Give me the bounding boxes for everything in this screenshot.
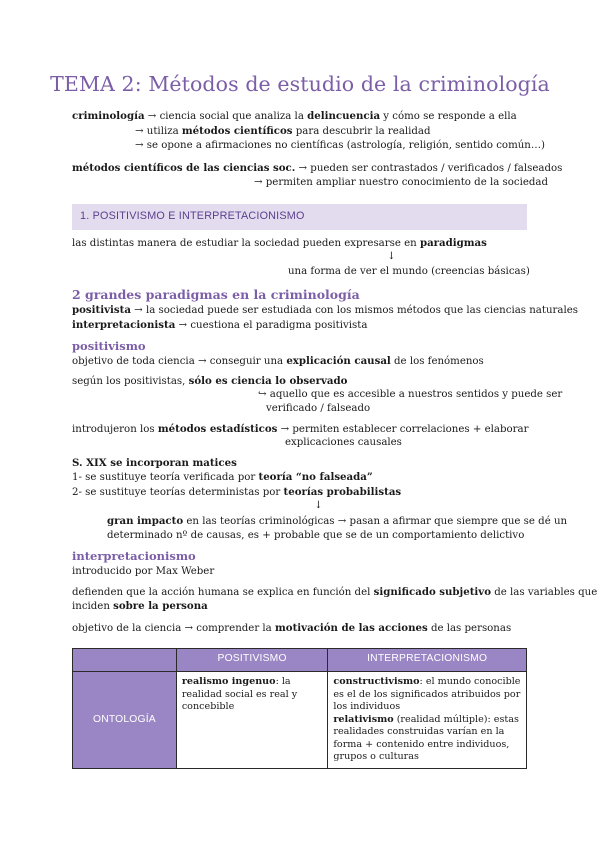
text: 2- se sustituye teorías deterministas por: [72, 487, 284, 498]
xix-line-1: [72, 470, 373, 485]
cell-positivismo: [176, 672, 328, 769]
text: 1- se sustituye teoría verificada por: [72, 472, 259, 483]
intro-bold: delincuencia: [307, 110, 381, 122]
intro-text: → utiliza: [135, 126, 182, 137]
text: → permiten establecer correlaciones + elaborar: [277, 424, 529, 435]
intro-text: → pueden ser contrastados / verificados / falseados: [295, 163, 563, 174]
intro-line-1: [72, 109, 517, 124]
positivismo-line-4b: explicaciones causales: [285, 437, 402, 448]
text: de las personas: [427, 623, 512, 634]
xix-line-3: [107, 514, 567, 529]
interp-line-2: [72, 585, 597, 600]
text: introdujeron los: [72, 424, 158, 435]
interp-line-2b: [72, 599, 208, 614]
text: inciden: [72, 601, 114, 612]
text: de las variables que: [491, 587, 598, 598]
text: las distintas manera de estudiar la sociedad pueden expresarse en: [72, 238, 420, 249]
bold-text: métodos estadísticos: [157, 423, 278, 435]
text: defienden que la acción humana se explica en función del: [72, 587, 374, 598]
bold-text: constructivismo: [333, 676, 420, 687]
paradigm-definition: una forma de ver el mundo (creencias básicas): [288, 266, 530, 277]
intro-text: → ciencia social que analiza la: [144, 111, 308, 122]
intro-line-3: → se opone a afirmaciones no científicas (astrología, religión, sentido común…): [135, 140, 546, 151]
bold-text: teorías probabilistas: [283, 486, 402, 498]
positivismo-heading: positivismo: [72, 339, 146, 353]
positivismo-line-1: [72, 354, 484, 369]
positivismo-line-3b: verificado / falseado: [266, 403, 371, 414]
bold-text: paradigmas: [419, 237, 487, 249]
xix-line-3b: determinado nº de causas, es + probable que se de un comportamiento delictivo: [107, 530, 525, 541]
bold-text: relativismo: [333, 713, 394, 725]
text: en las teorías criminológicas → pasan a afirmar que siempre que se dé un: [183, 516, 568, 527]
text: según los positivistas,: [72, 376, 189, 387]
bold-text: interpretacionista: [72, 319, 176, 331]
paradigm-intro: [72, 236, 487, 251]
criminologia-term: criminología: [72, 110, 145, 122]
page-title: TEMA 2: Métodos de estudio de la criminología: [50, 72, 550, 96]
intro-line-4: [72, 161, 562, 176]
positivismo-line-3: ↪ aquello que es accesible a nuestros sentidos y puede ser: [258, 389, 563, 400]
table-row: [73, 672, 527, 769]
text: : el mundo conocible es el de los significados atribuidos por los individuos: [333, 676, 521, 712]
interp-line-3: [72, 621, 511, 636]
xix-arrow: ↓: [314, 500, 323, 511]
interpretacionismo-heading: interpretacionismo: [72, 549, 196, 563]
col-header-positivismo: POSITIVISMO: [176, 649, 328, 672]
metodos-term: métodos científicos de las ciencias soc.: [72, 162, 296, 174]
bold-text: significado subjetivo: [373, 586, 492, 598]
text: objetivo de la ciencia → comprender la: [72, 623, 275, 634]
text: → cuestiona el paradigma positivista: [175, 320, 368, 331]
text: → la sociedad puede ser estudiada con los mismos métodos que las ciencias naturales: [130, 305, 578, 316]
interp-line-1: introducido por Max Weber: [72, 566, 215, 577]
positivista-line: [72, 303, 578, 318]
intro-text: para descubrir la realidad: [292, 126, 431, 137]
intro-line-2: [135, 124, 431, 139]
xix-line-2: [72, 485, 401, 500]
row-header-ontologia: ONTOLOGÍA: [73, 672, 177, 769]
bold-text: gran impacto: [107, 515, 184, 527]
text: objetivo de toda ciencia → conseguir una: [72, 356, 287, 367]
bold-text: realismo ingenuo: [181, 676, 276, 687]
intro-bold: métodos científicos: [181, 125, 293, 137]
positivismo-line-4: [72, 422, 528, 437]
text: : la realidad social es real y concebible: [181, 676, 298, 712]
bold-text: motivación de las acciones: [275, 622, 428, 634]
section-heading-band: [72, 204, 527, 230]
bold-text: sobre la persona: [113, 600, 208, 612]
bold-text: S. XIX se incorporan matices: [72, 457, 237, 469]
col-header-interpretacionismo: INTERPRETACIONISMO: [328, 649, 527, 672]
cell-interpretacionismo: [328, 672, 527, 769]
paradigms-heading: 2 grandes paradigmas en la criminología: [72, 287, 360, 302]
positivismo-line-2: [72, 374, 347, 389]
comparison-table: [72, 648, 527, 769]
bold-text: positivista: [72, 304, 131, 316]
bold-text: teoría “no falseada”: [258, 471, 373, 483]
table-corner: [73, 649, 177, 672]
down-arrow: ↓: [387, 251, 396, 262]
bold-text: explicación causal: [286, 355, 391, 367]
table-header-row: [73, 649, 527, 672]
section-heading: 1. POSITIVISMO E INTERPRETACIONISMO: [80, 210, 305, 222]
text: (realidad múltiple): estas realidades construidas varían en la forma + contenido entre individuos, grupos o culturas: [333, 713, 519, 762]
intro-text: y cómo se responde a ella: [380, 111, 517, 122]
bold-text: sólo es ciencia lo observado: [188, 375, 348, 387]
xix-heading: [72, 456, 237, 471]
interpretacionista-line: [72, 318, 367, 333]
intro-line-5: → permiten ampliar nuestro conocimiento de la sociedad: [254, 177, 549, 188]
text: de los fenómenos: [390, 356, 484, 367]
